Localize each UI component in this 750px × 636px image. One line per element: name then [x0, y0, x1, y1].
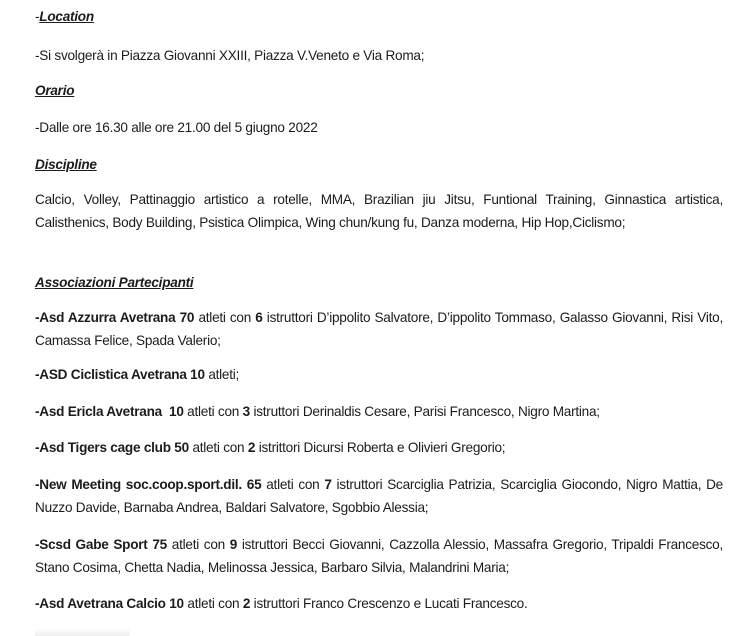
- orario-heading-line: [35, 79, 723, 102]
- location-dash: -: [35, 9, 40, 24]
- instructor-count: 6: [255, 310, 263, 325]
- location-heading-line: [35, 5, 723, 28]
- instructor-list: istruttori D’ippolito Salvatore, D’ippolito Tommaso, Galasso Giovanni, Risi Vito, Camassa Felice, Spada Valerio;: [35, 310, 723, 348]
- association-name: -New Meeting soc.coop.sport.dil. 65: [35, 477, 262, 492]
- instructor-count: 2: [247, 440, 256, 455]
- association-item: [35, 593, 723, 616]
- instructor-count: 7: [324, 477, 332, 492]
- association-athletes-text: atleti con: [261, 477, 325, 492]
- instructor-count: 9: [229, 537, 238, 552]
- instructor-list: istruttori Derinaldis Cesare, Parisi Francesco, Nigro Martina;: [249, 404, 600, 419]
- associazioni-heading: Associazioni Partecipanti: [35, 275, 194, 290]
- cut-off-line: [35, 628, 130, 636]
- instructor-list: istruttori Becci Giovanni, Cazzolla Alessio, Massafra Gregorio, Tripaldi Francesco, Stano Cosima, Chetta Nadia, Melinossa Jessica, Barbaro Silvia, Malandrini Maria;: [35, 537, 724, 575]
- location-text: -Si svolgerà in Piazza Giovanni XXIII, Piazza V.Veneto e Via Roma;: [35, 48, 425, 63]
- instructor-list: istruttori Scarciglia Patrizia, Scarciglia Giocondo, Nigro Mattia, De Nuzzo Davide, Barnaba Andrea, Baldari Salvatore, Sgobbio Alessia;: [35, 477, 723, 515]
- association-athletes-text: atleti con: [183, 596, 243, 611]
- discipline-text: Calcio, Volley, Pattinaggio artistico a rotelle, MMA, Brazilian jiu Jitsu, Funtional Training, Ginnastica artistica, Calisthenics, Body Building, Psistica Olimpica, Wing chun/kung fu, Danza moderna, Hip Hop,Ciclismo;: [35, 192, 723, 230]
- orario-text: -Dalle ore 16.30 alle ore 21.00 del 5 giugno 2022: [35, 120, 318, 135]
- association-athletes-text: atleti con: [167, 537, 230, 552]
- instructor-count: 3: [242, 404, 250, 419]
- discipline-heading-line: [35, 153, 723, 176]
- instructor-count: 2: [242, 596, 251, 611]
- association-item: [35, 474, 723, 519]
- associazioni-heading-line: [35, 271, 723, 294]
- association-athletes-text: atleti con: [188, 440, 248, 455]
- association-athletes-text: atleti con: [183, 404, 243, 419]
- orario-heading: Orario: [35, 83, 75, 98]
- association-name: -Scsd Gabe Sport 75: [35, 537, 167, 552]
- instructor-list: istrittori Dicursi Roberta e Olivieri Gregorio;: [255, 440, 506, 455]
- location-heading: Location: [39, 9, 94, 24]
- instructor-list: istruttori Franco Crescenzo e Lucati Francesco.: [250, 596, 528, 611]
- association-name: -Asd Tigers cage club 50: [35, 440, 189, 455]
- association-name: -Asd Azzurra Avetrana 70: [35, 310, 195, 325]
- discipline-heading: Discipline: [35, 157, 97, 172]
- association-name: -Asd Avetrana Calcio 10: [35, 596, 184, 611]
- association-athletes-text: atleti;: [204, 367, 240, 382]
- association-item: [35, 364, 723, 387]
- association-item: [35, 534, 723, 579]
- association-athletes-text: atleti con: [194, 310, 256, 325]
- association-item: [35, 437, 723, 460]
- association-item: [35, 401, 723, 424]
- association-name: -ASD Ciclistica Avetrana 10: [35, 367, 205, 382]
- association-item: [35, 307, 723, 352]
- association-name: -Asd Ericla Avetrana 10: [35, 404, 184, 419]
